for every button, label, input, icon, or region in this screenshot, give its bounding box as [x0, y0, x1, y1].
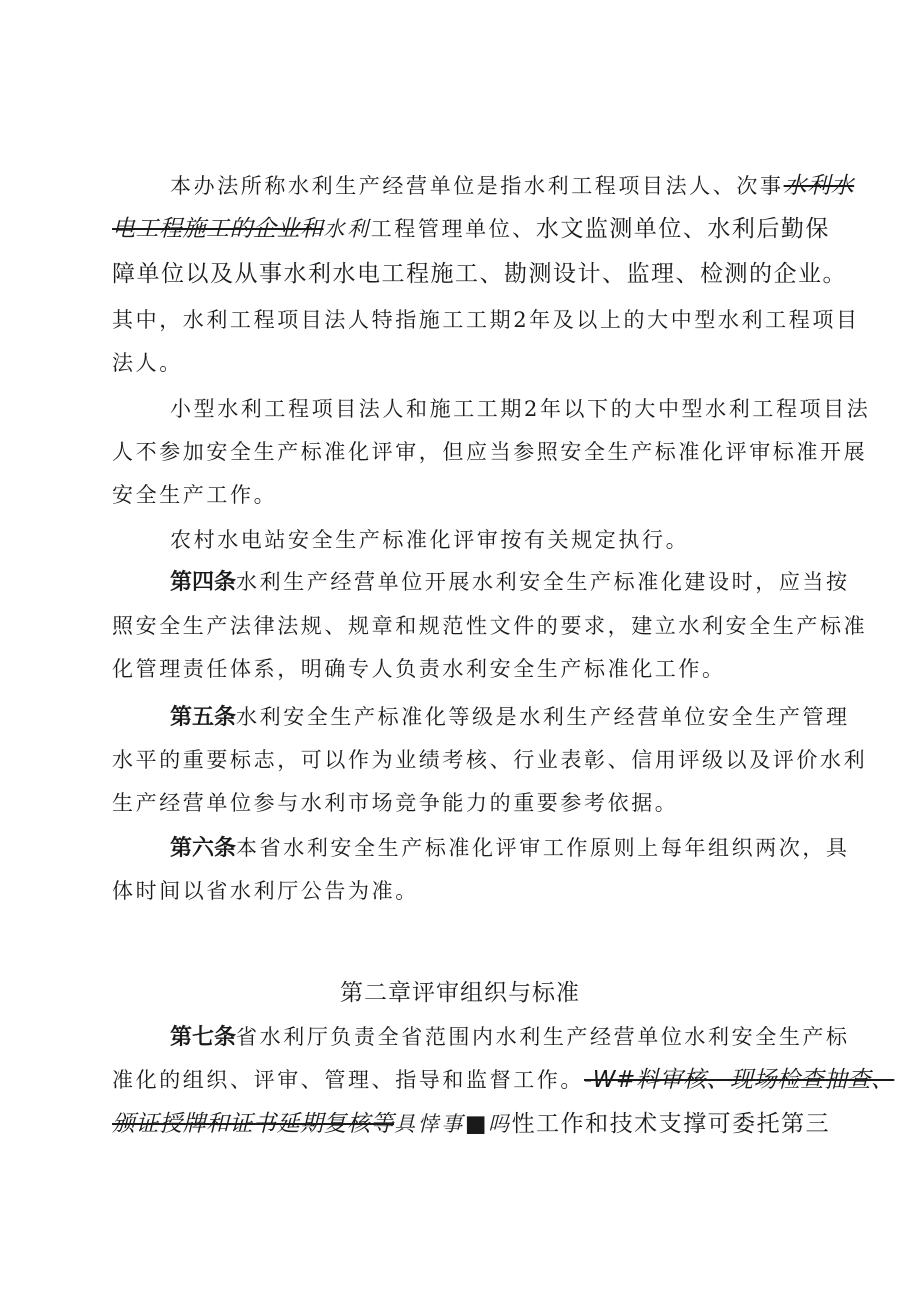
article-6-line-2: 体时间以省水利厅公告为准。 — [112, 879, 419, 903]
struck-text: 水利水 — [783, 173, 855, 199]
article-4-line-3: 化管理责任体系，明确专人负责水利安全生产标准化工作。 — [112, 657, 726, 681]
garbled-mark: ■ — [464, 1111, 489, 1137]
paragraph-1-line-3: 障单位以及从事水利水电工程施工、勘测设计、监理、检测的企业。 — [112, 261, 847, 287]
struck-text: -W#料审核、现场检查抽查、 — [584, 1067, 895, 1093]
article-6-label: 第六条 — [170, 836, 237, 861]
article-5-line-1 — [170, 703, 850, 732]
paragraph-1-line-2 — [112, 215, 830, 243]
struck-text: 电工程施工的企业和 — [112, 216, 324, 242]
paragraph-2-line-3: 安全生产工作。 — [112, 483, 278, 507]
text-segment: 本省水利安全生产标准化评审工作原则上每年组织两次，具 — [236, 836, 850, 860]
article-4-line-2: 照安全生产法律法规、规章和规范性文件的要求，建立水利安全生产标准 — [112, 614, 868, 638]
article-7-label: 第七条 — [170, 1025, 237, 1050]
text-segment: 本办法所称水利生产经营单位是指水利工程项目法人、次事 — [170, 174, 784, 198]
article-5-label: 第五条 — [170, 705, 237, 730]
paragraph-1-line-1 — [170, 172, 854, 200]
italic-text: 吗 — [488, 1112, 512, 1136]
text-segment: 准化的组织、评审、管理、指导和监督工作。 — [112, 1068, 584, 1092]
article-5-line-2: 水平的重要标志，可以作为业绩考核、行业表彰、信用评级以及评价水利 — [112, 748, 868, 772]
article-4-line-1 — [170, 568, 850, 597]
article-7-line-3 — [112, 1110, 830, 1138]
article-7-line-1 — [170, 1023, 850, 1052]
paragraph-3-line-1: 农村水电站安全生产标准化评审按有关规定执行。 — [170, 528, 690, 552]
struck-text: 颁证授牌和证书延期复核等 — [112, 1111, 394, 1137]
text-segment: 工程管理单位、 — [370, 217, 536, 241]
paragraph-1-line-5: 法人。 — [112, 351, 183, 375]
italic-text: 水利 — [323, 217, 371, 241]
chapter-heading: 第二章评审组织与标准 — [340, 980, 580, 1006]
text-segment: 水利生产经营单位开展水利安全生产标准化建设时，应当按 — [236, 570, 850, 594]
italic-text: 具悻事 — [394, 1112, 465, 1136]
article-5-line-3: 生产经营单位参与水利市场竞争能力的重要参考依据。 — [112, 791, 679, 815]
inserted-text: 水文监测单位、水利后勤保 — [535, 216, 830, 242]
article-4-label: 第四条 — [170, 570, 237, 595]
text-segment: 水利安全生产标准化等级是水利生产经营单位安全生产管理 — [236, 705, 850, 729]
paragraph-2-line-2: 人不参加安全生产标准化评审，但应当参照安全生产标准化评审标准开展 — [112, 440, 868, 464]
paragraph-2-line-1: 小型水利工程项目法人和施工工期2年以下的大中型水利工程项目法 — [170, 397, 871, 421]
inserted-text: 性工作和技术支撑可委托第三 — [511, 1111, 831, 1137]
article-7-line-2 — [112, 1066, 894, 1094]
paragraph-1-line-4: 其中，水利工程项目法人特指施工工期2年及以上的大中型水利工程项目 — [112, 308, 860, 332]
article-6-line-1 — [170, 834, 850, 863]
text-segment: 省水利厅负责全省范围内水利生产经营单位水利安全生产标 — [236, 1025, 850, 1049]
